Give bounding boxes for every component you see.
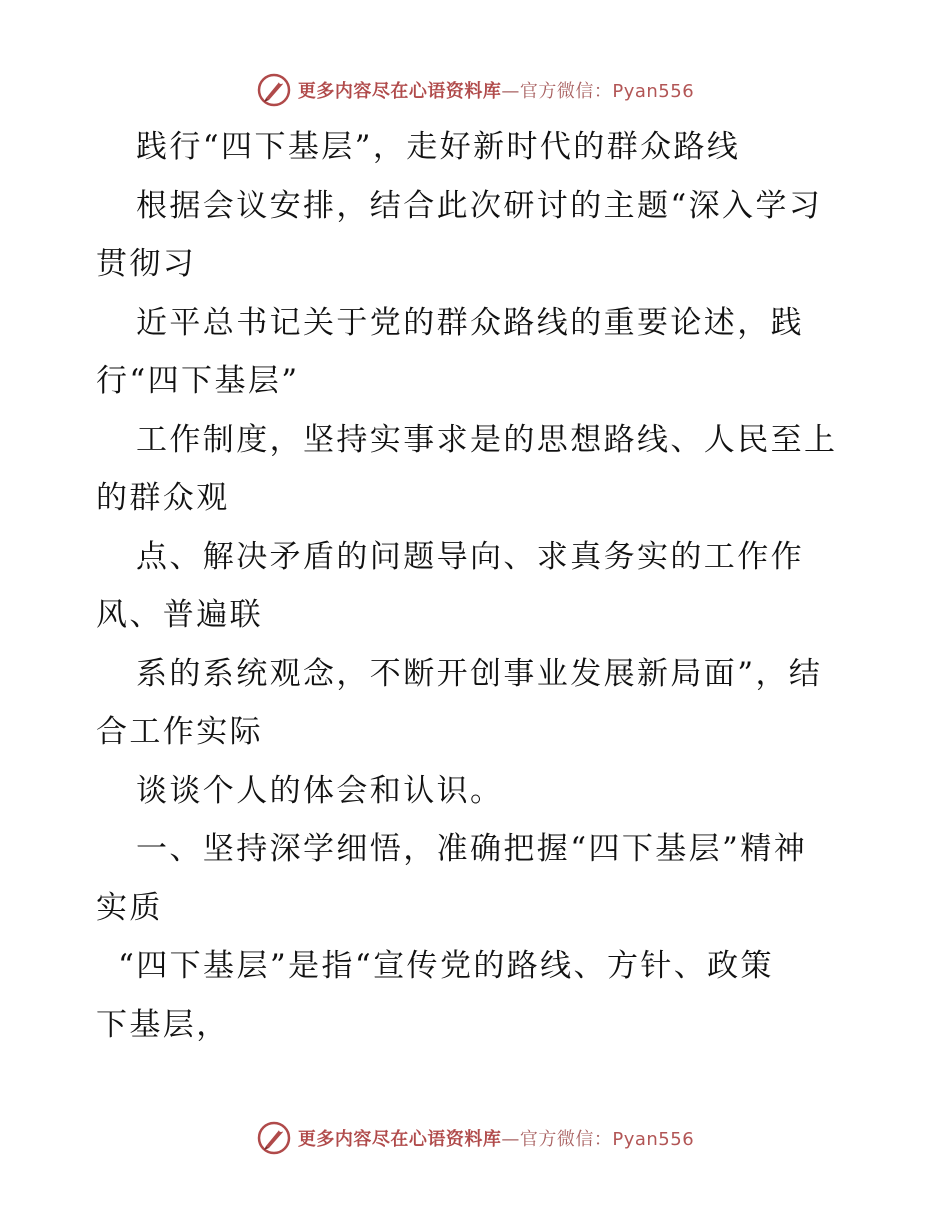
doc-line: “四下基层”是指“宣传党的路线、方针、政策 — [118, 948, 774, 984]
doc-line: 根据会议安排，结合此次研讨的主题“深入学习 — [136, 187, 823, 224]
watermark-wechat-label: 官方微信： — [519, 81, 613, 102]
doc-line: 近平总书记关于党的群众路线的重要论述，践 — [136, 304, 804, 341]
doc-line: 下基层， — [96, 1006, 230, 1043]
doc-line: 风、普遍联 — [96, 597, 263, 633]
doc-line: 的群众观 — [96, 480, 230, 516]
watermark-wechat-id: Pyan556 — [612, 81, 695, 102]
doc-line: 工作制度，坚持实事求是的思想路线、人民至上 — [136, 421, 838, 458]
doc-line: 贯彻习 — [96, 246, 197, 282]
document-body — [96, 118, 856, 1054]
watermark-wechat-label: 官方微信： — [519, 1129, 613, 1150]
watermark-title: 更多内容尽在心语资料库 — [297, 1129, 502, 1150]
watermark-wechat-id: Pyan556 — [612, 1129, 695, 1150]
doc-line: 合工作实际 — [96, 714, 263, 750]
watermark-dash: — — [501, 1129, 520, 1150]
watermark-title: 更多内容尽在心语资料库 — [297, 81, 502, 102]
section-heading: 一、坚持深学细悟，准确把握“四下基层”精神 — [136, 831, 808, 867]
quill-pen-logo-icon — [256, 1120, 292, 1156]
footer-watermark — [0, 1118, 950, 1158]
doc-title: 践行“四下基层”，走好新时代的群众路线 — [136, 129, 741, 165]
doc-line: 行“四下基层” — [96, 363, 300, 399]
doc-line: 谈谈个人的体会和认识。 — [136, 772, 504, 809]
doc-line: 系的系统观念，不断开创事业发展新局面”，结 — [136, 655, 823, 692]
doc-line: 实质 — [96, 889, 163, 926]
doc-line: 点、解决矛盾的问题导向、求真务实的工作作 — [136, 538, 804, 575]
quill-pen-logo-icon — [256, 72, 292, 108]
watermark-dash: — — [501, 81, 520, 102]
header-watermark — [0, 70, 950, 110]
